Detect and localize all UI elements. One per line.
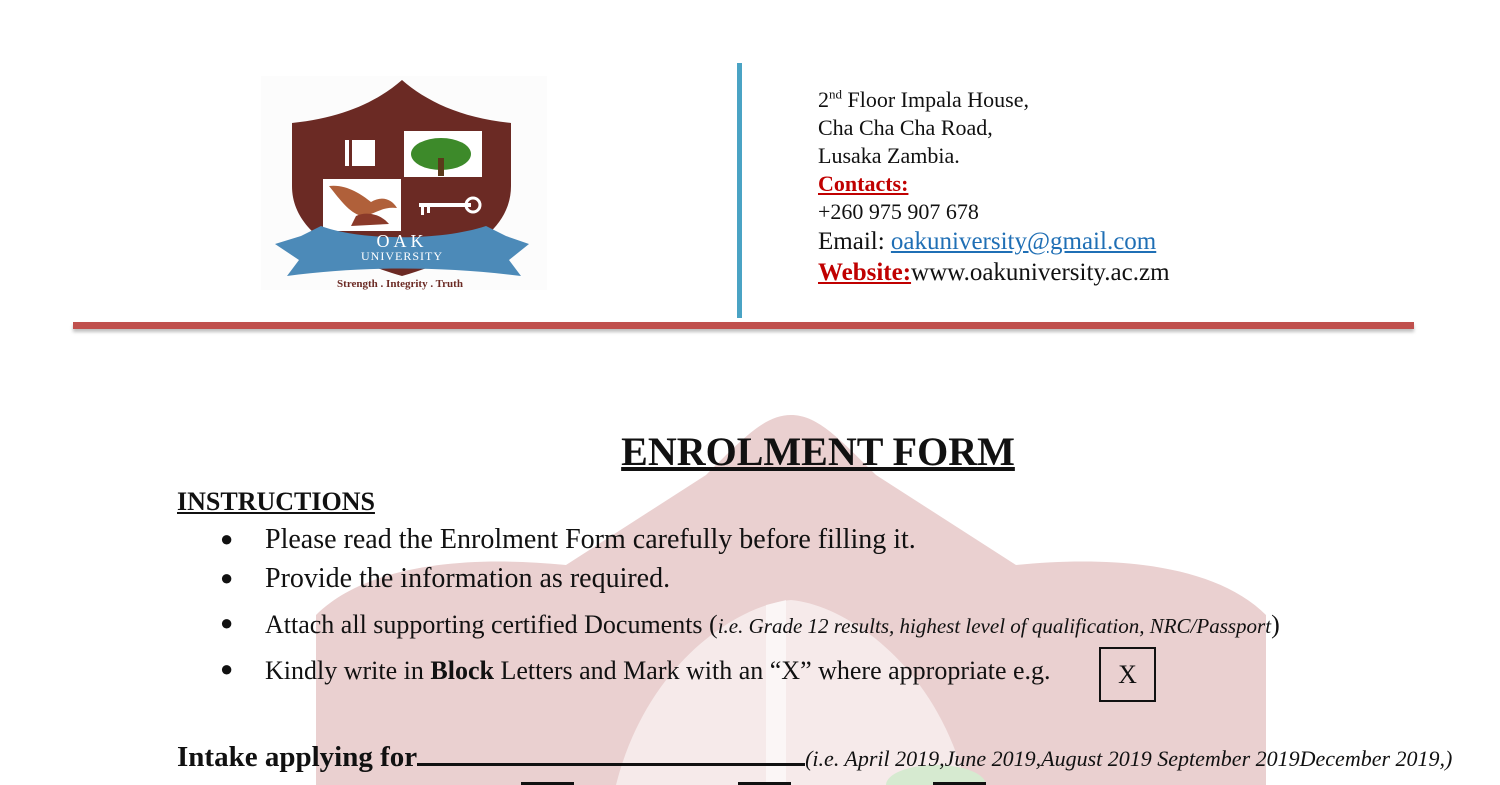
bullet-icon: ● bbox=[220, 526, 234, 551]
contacts-label: Contacts: bbox=[818, 171, 909, 196]
address-floor: 2nd Floor Impala House, bbox=[818, 86, 1029, 112]
intake-hint: (i.e. April 2019,June 2019,August 2019 September 2019December 2019,) bbox=[805, 746, 1453, 771]
bullet-icon: ● bbox=[220, 565, 234, 590]
instructions-heading: INSTRUCTIONS bbox=[177, 487, 375, 516]
email-link[interactable]: oakuniversity@gmail.com bbox=[890, 228, 1157, 255]
intake-field bbox=[177, 736, 1452, 774]
email-line: Email: oakuniversity@gmail.com bbox=[818, 228, 1157, 255]
address-city: Lusaka Zambia. bbox=[818, 143, 960, 168]
book-icon bbox=[345, 140, 375, 166]
university-logo bbox=[261, 76, 547, 290]
address-block bbox=[818, 86, 1170, 288]
example-mark-box: X bbox=[1099, 647, 1156, 702]
bullet-icon: ● bbox=[220, 656, 234, 681]
logo-name-line2: UNIVERSITY bbox=[361, 249, 443, 263]
website-line bbox=[818, 257, 1170, 288]
phone-number: +260 975 907 678 bbox=[818, 199, 979, 224]
website-url: www.oakuniversity.ac.zm bbox=[911, 259, 1170, 286]
logo-name-line1: OAK bbox=[376, 231, 428, 251]
form-title: ENROLMENT FORM bbox=[621, 429, 1015, 474]
logo-motto: Strength . Integrity . Truth bbox=[337, 278, 463, 290]
header-divider bbox=[73, 322, 1414, 329]
address-road: Cha Cha Cha Road, bbox=[818, 115, 993, 140]
intake-label: Intake applying for bbox=[177, 741, 418, 773]
vertical-divider bbox=[737, 63, 742, 318]
website-label: Website: bbox=[818, 259, 912, 286]
bullet-icon: ● bbox=[220, 610, 234, 635]
intake-input-line[interactable] bbox=[417, 736, 805, 766]
